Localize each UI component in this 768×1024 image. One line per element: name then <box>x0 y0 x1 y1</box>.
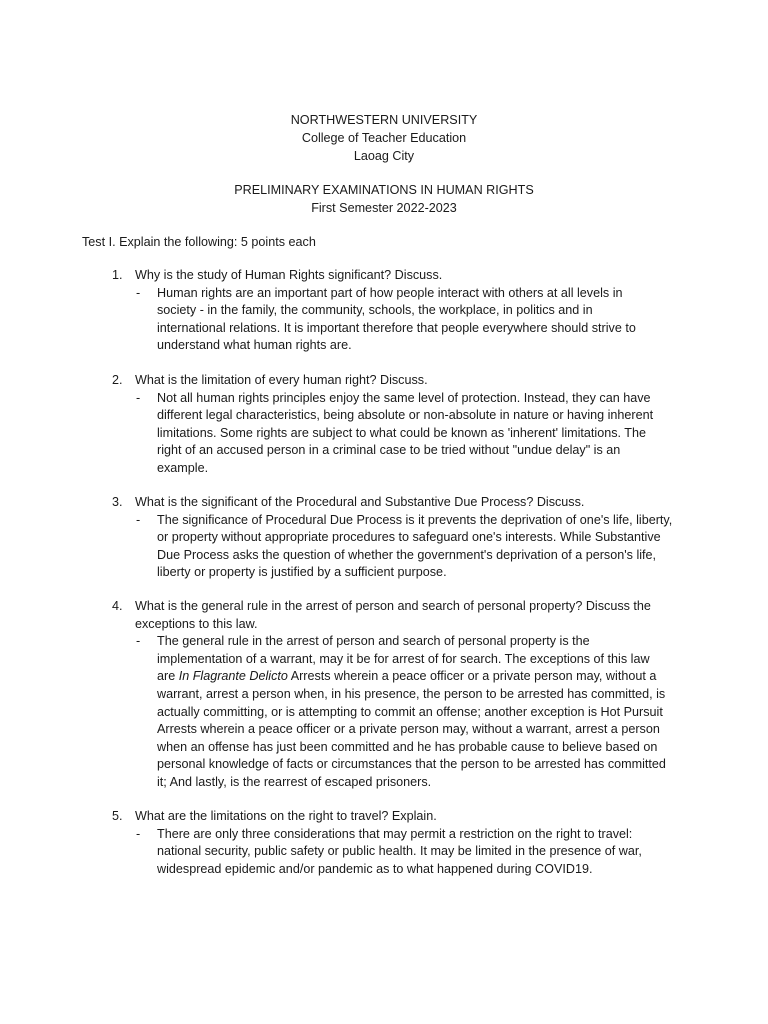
answer-line: The significance of Procedural Due Process is it prevents the deprivation of one's life, liberty, <box>157 512 673 527</box>
answer-line: right of an accused person in a criminal case to be tried without "undue delay" is an <box>157 443 621 458</box>
question-text: What are the limitations on the right to travel? Explain. <box>135 809 437 823</box>
answer-line: or property without appropriate procedures to safeguard one's interests. While Substantive <box>157 530 661 545</box>
university-name: NORTHWESTERN UNIVERSITY <box>290 113 478 127</box>
question-item <box>112 372 672 478</box>
answer-line: society - in the family, the community, schools, the workplace, in politics and in <box>157 303 593 318</box>
institution-header <box>0 111 768 165</box>
city-name: Laoag City <box>353 149 415 163</box>
answer-line: different legal characteristics, being absolute or non-absolute in nature or having inherent <box>157 408 654 423</box>
question-item <box>112 494 672 582</box>
answer-line: Not all human rights principles enjoy the same level of protection. Instead, they can have <box>157 390 651 405</box>
question-text: What is the limitation of every human right? Discuss. <box>135 373 428 387</box>
question-item <box>112 808 672 878</box>
answer-line: understand what human rights are. <box>157 338 352 353</box>
answer-line: when an offense has just been committed and he has probable cause to believe based on <box>157 739 658 754</box>
college-name: College of Teacher Education <box>301 131 467 145</box>
answer-block <box>112 633 672 791</box>
answer-block <box>112 826 672 879</box>
answer-line: actually committing, or is attempting to commit an offense; another exception is Hot Pursuit <box>157 704 663 719</box>
test-instructions: Test I. Explain the following: 5 points each <box>82 235 316 249</box>
question-prompt-continued <box>112 616 672 634</box>
question-text: exceptions to this law. <box>135 616 258 631</box>
answer-line: Human rights are an important part of how people interact with others at all levels in <box>157 285 623 300</box>
answer-line: widespread epidemic and/or pandemic as to what happened during COVID19. <box>157 861 593 876</box>
answer-line: The general rule in the arrest of person and search of personal property is the <box>157 634 590 649</box>
answer-line: Arrests wherein a peace officer or a private person may, without a warrant, arrest a person <box>157 722 660 737</box>
bullet-dash: - <box>136 512 141 527</box>
question-number: 4. <box>112 599 123 613</box>
exam-title: PRELIMINARY EXAMINATIONS IN HUMAN RIGHTS <box>234 183 534 197</box>
semester-label: First Semester 2022-2023 <box>311 201 457 215</box>
answer-text <box>157 633 666 791</box>
bullet-dash: - <box>136 634 141 649</box>
question-number: 5. <box>112 809 123 823</box>
answer-line <box>157 668 657 686</box>
bullet-dash: - <box>136 285 141 300</box>
question-prompt <box>112 494 672 512</box>
answer-line: national security, public safety or public health. It may be limited in the presence of war, <box>157 844 642 859</box>
answer-line: it; And lastly, is the rearrest of escaped prisoners. <box>157 774 432 789</box>
answer-line: limitations. Some rights are subject to what could be known as 'inherent' limitations. The <box>157 425 646 440</box>
bullet-dash: - <box>136 390 141 405</box>
answer-block <box>112 285 672 355</box>
question-item <box>112 598 672 792</box>
question-text: Why is the study of Human Rights significant? Discuss. <box>135 268 443 282</box>
question-prompt <box>112 372 672 390</box>
answer-line: implementation of a warrant, may it be for arrest of for search. The exceptions of this law <box>157 651 650 666</box>
bullet-dash: - <box>136 826 141 841</box>
answer-text <box>157 285 652 355</box>
answer-line: liberty or property is justified by a sufficient purpose. <box>157 565 447 580</box>
question-number: 1. <box>112 268 123 282</box>
answer-line: example. <box>157 460 209 475</box>
question-number: 2. <box>112 373 123 387</box>
answer-line: international relations. It is important therefore that people everywhere should strive to <box>157 320 636 335</box>
answer-block <box>112 512 672 582</box>
exam-header <box>0 181 768 217</box>
answer-line-prefix: are <box>157 669 179 684</box>
question-text: What is the general rule in the arrest of person and search of personal property? Discuss the <box>135 599 651 613</box>
latin-term: In Flagrante Delicto <box>178 669 288 684</box>
answer-text <box>157 390 652 478</box>
question-prompt <box>112 598 672 616</box>
answer-text <box>157 512 673 582</box>
answer-line: There are only three considerations that may permit a restriction on the right to travel: <box>157 826 633 841</box>
answer-line: personal knowledge of facts or circumstances that the person to be arrested has committed <box>157 757 666 772</box>
answer-line: warrant, arrest a person when, in his presence, the person to be arrested has committed, is <box>157 686 666 701</box>
answer-text <box>157 826 652 879</box>
question-prompt <box>112 808 672 826</box>
question-item <box>112 267 672 355</box>
answer-block <box>112 390 672 478</box>
question-prompt <box>112 267 672 285</box>
answer-line-suffix: Arrests wherein a peace officer or a private person may, without a <box>287 669 657 684</box>
question-number: 3. <box>112 495 123 509</box>
answer-line: Due Process asks the question of whether the government's deprivation of a person's life, <box>157 547 657 562</box>
question-text: What is the significant of the Procedural and Substantive Due Process? Discuss. <box>135 495 585 509</box>
